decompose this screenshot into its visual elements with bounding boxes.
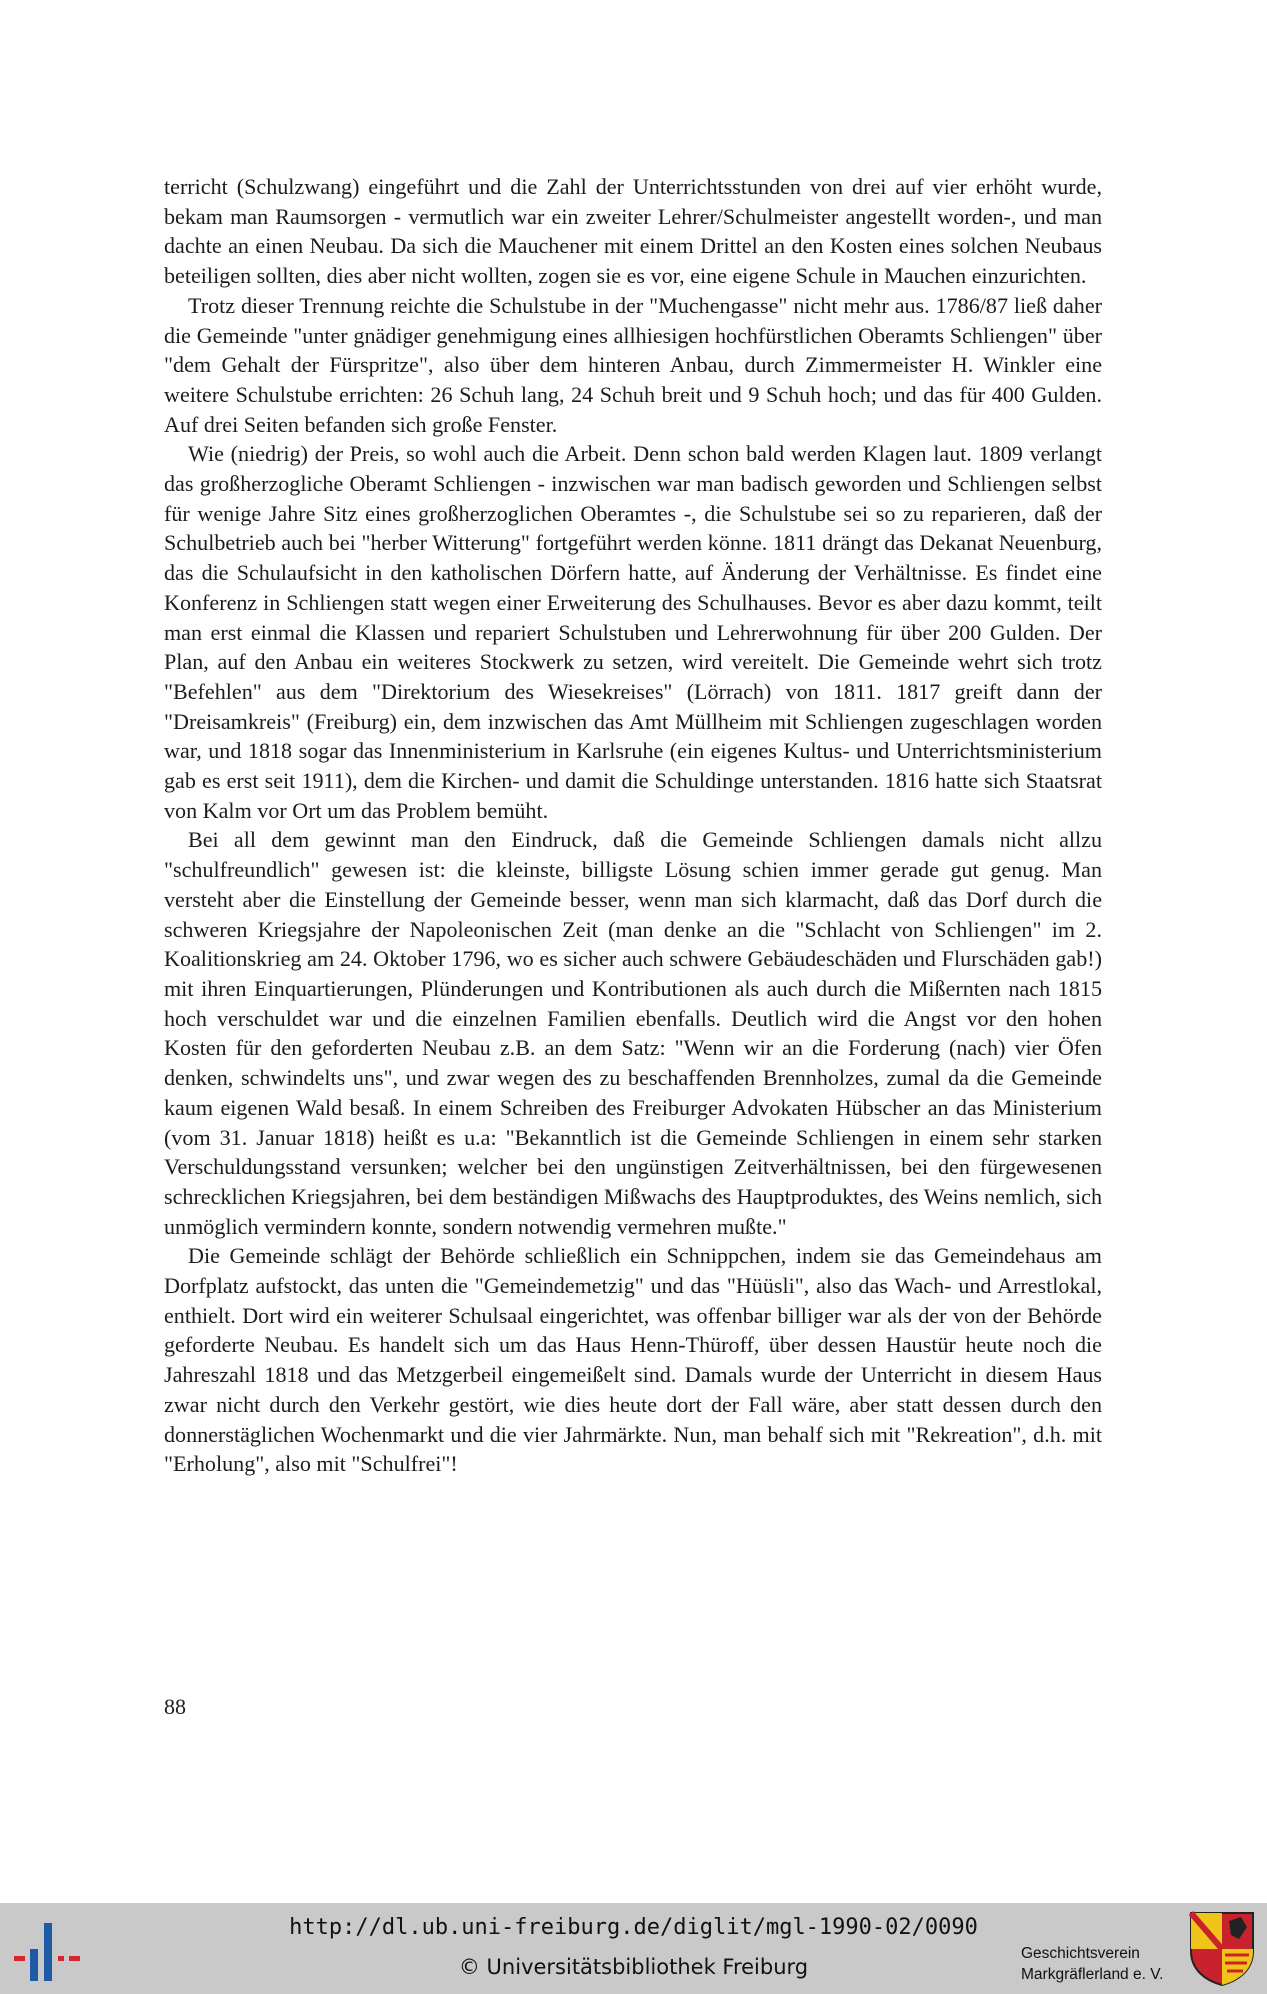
paragraph: Bei all dem gewinnt man den Eindruck, daß die Gemeinde Schliengen damals nicht allzu "schulfreundlich" gewesen ist: die kleinste, billigste Lösung schien immer gerade gut genug. Man versteht aber die Einstellung der Gemeinde besser, wenn man sich klarmacht, daß das Dorf durch die schweren Kriegsjahre der Napoleonischen Zeit (man denke an die "Schlacht von Schliengen" im 2. Koalitionskrieg am 24. Oktober 1796, wo es sicher auch schwere Gebäudeschäden und Flurschäden gab!) mit ihren Einquartierungen, Plünderungen und Kontributionen als auch durch die Mißernten nach 1815 hoch verschuldet war und die einzelnen Familien ebenfalls. Deutlich wird die Angst vor den hohen Kosten für den geforderten Neubau z.B. an dem Satz: "Wenn wir an die Forderung (nach) vier Öfen denken, schwindelts uns", und zwar wegen des zu beschaffenden Brennholzes, zumal da die Gemeinde kaum eigenen Wald besaß. In einem Schreiben des Freiburger Advokaten Hübscher an das Ministerium (vom 31. Januar 1818) heißt es u.a: "Bekanntlich ist die Gemeinde Schliengen in einem sehr starken Verschuldungsstand versunken; welcher bei den ungünstigen Zeitverhältnissen, bei den fürgewesenen schrecklichen Kriegsjahren, bei dem beständigen Mißwachs des Hauptproduktes, des Weins nemlich, sich unmöglich vermindern konnte, sondern notwendig vermehren mußte.": [164, 827, 1102, 1239]
paragraph: Die Gemeinde schlägt der Behörde schließlich ein Schnippchen, indem sie das Gemeindehaus am Dorfplatz aufstockt, das unten die "Gemeindemetzig" und das "Hüüsli", also das Wach- und Arrestlokal, enthielt. Dort wird ein weiterer Schulsaal eingerichtet, was offenbar billiger war als der von der Behörde geforderte Neubau. Es handelt sich um das Haus Henn-Thüroff, über dessen Haustür heute noch die Jahreszahl 1818 und das Metzgerbeil eingemeißelt sind. Damals wurde der Unterricht in diesem Haus zwar nicht durch den Verkehr gestört, wie dies heute dort der Fall wäre, aber statt dessen durch den donnerstäglichen Wochenmarkt und die vier Jahrmärkte. Nun, man behalf sich mit "Rekreation", d.h. mit "Erholung", also mit "Schulfrei"!: [164, 1243, 1102, 1477]
society-name-line: Markgräflerland e. V.: [1021, 1966, 1164, 1983]
paragraph: terricht (Schulzwang) eingeführt und die Zahl der Unterrichtsstunden von drei auf vier erhöht wurde, bekam man Raumsorgen - vermutlich war ein zweiter Lehrer/Schulmeister angestellt worden-, und man dachte an einen Neubau. Da sich die Mauchener mit einem Drittel an den Kosten eines solchen Neubaus beteiligen sollten, dies aber nicht wollten, zogen sie es vor, eine eigene Schule in Mauchen einzurichten.: [164, 174, 1102, 289]
copyright-notice: © Universitätsbibliothek Freiburg: [458, 1955, 809, 1979]
footer-bar: [0, 1903, 1267, 1994]
coat-of-arms-icon: [1189, 1911, 1255, 1987]
permalink-url[interactable]: http://dl.ub.uni-freiburg.de/diglit/mgl-1990-02/0090: [289, 1915, 978, 1940]
page-number: 88: [164, 1694, 186, 1719]
society-name-line: Geschichtsverein: [1021, 1945, 1140, 1962]
society-name: [1021, 1943, 1181, 1985]
paragraph: Trotz dieser Trennung reichte die Schulstube in der "Muchengasse" nicht mehr aus. 1786/87 ließ daher die Gemeinde "unter gnädiger genehmigung eines allhiesigen hochfürstlichen Oberamts Schliengen" über "dem Gehalt der Fürspritze", also über dem hinteren Anbau, durch Zimmermeister H. Winkler eine weitere Schulstube errichten: 26 Schuh lang, 24 Schuh breit und 9 Schuh hoch; und das für 400 Gulden. Auf drei Seiten befanden sich große Fenster.: [164, 292, 1102, 437]
article-body: [164, 172, 1102, 1479]
paragraph: Wie (niedrig) der Preis, so wohl auch die Arbeit. Denn schon bald werden Klagen laut. 1809 verlangt das großherzogliche Oberamt Schliengen - inzwischen war man badisch geworden und Schliengen selbst für wenige Jahre Sitz eines großherzoglichen Oberamtes -, die Schulstube sei so zu reparieren, daß der Schulbetrieb auch bei "herber Witterung" fortgeführt werden könne. 1811 drängt das Dekanat Neuenburg, das die Schulaufsicht in den katholischen Dörfern hatte, auf Änderung der Verhältnisse. Es findet eine Konferenz in Schliengen statt wegen einer Erweiterung des Schulhauses. Bevor es aber dazu kommt, teilt man erst einmal die Klassen und repariert Schulstuben und Lehrerwohnung für über 200 Gulden. Der Plan, auf den Anbau ein weiteres Stockwerk zu setzen, wird vereitelt. Die Gemeinde wehrt sich trotz "Befehlen" aus dem "Direktorium des Wiesekreises" (Lörrach) von 1811. 1817 greift dann der "Dreisamkreis" (Freiburg) ein, dem inzwischen das Amt Müllheim mit Schliengen zugeschlagen worden war, und 1818 sogar das Innenministerium in Karlsruhe (ein eigenes Kultus- und Unterrichtsministerium gab es erst seit 1911), dem die Kirchen- und damit die Schuldinge unterstanden. 1816 hatte sich Staatsrat von Kalm vor Ort um das Problem bemüht.: [164, 441, 1102, 823]
